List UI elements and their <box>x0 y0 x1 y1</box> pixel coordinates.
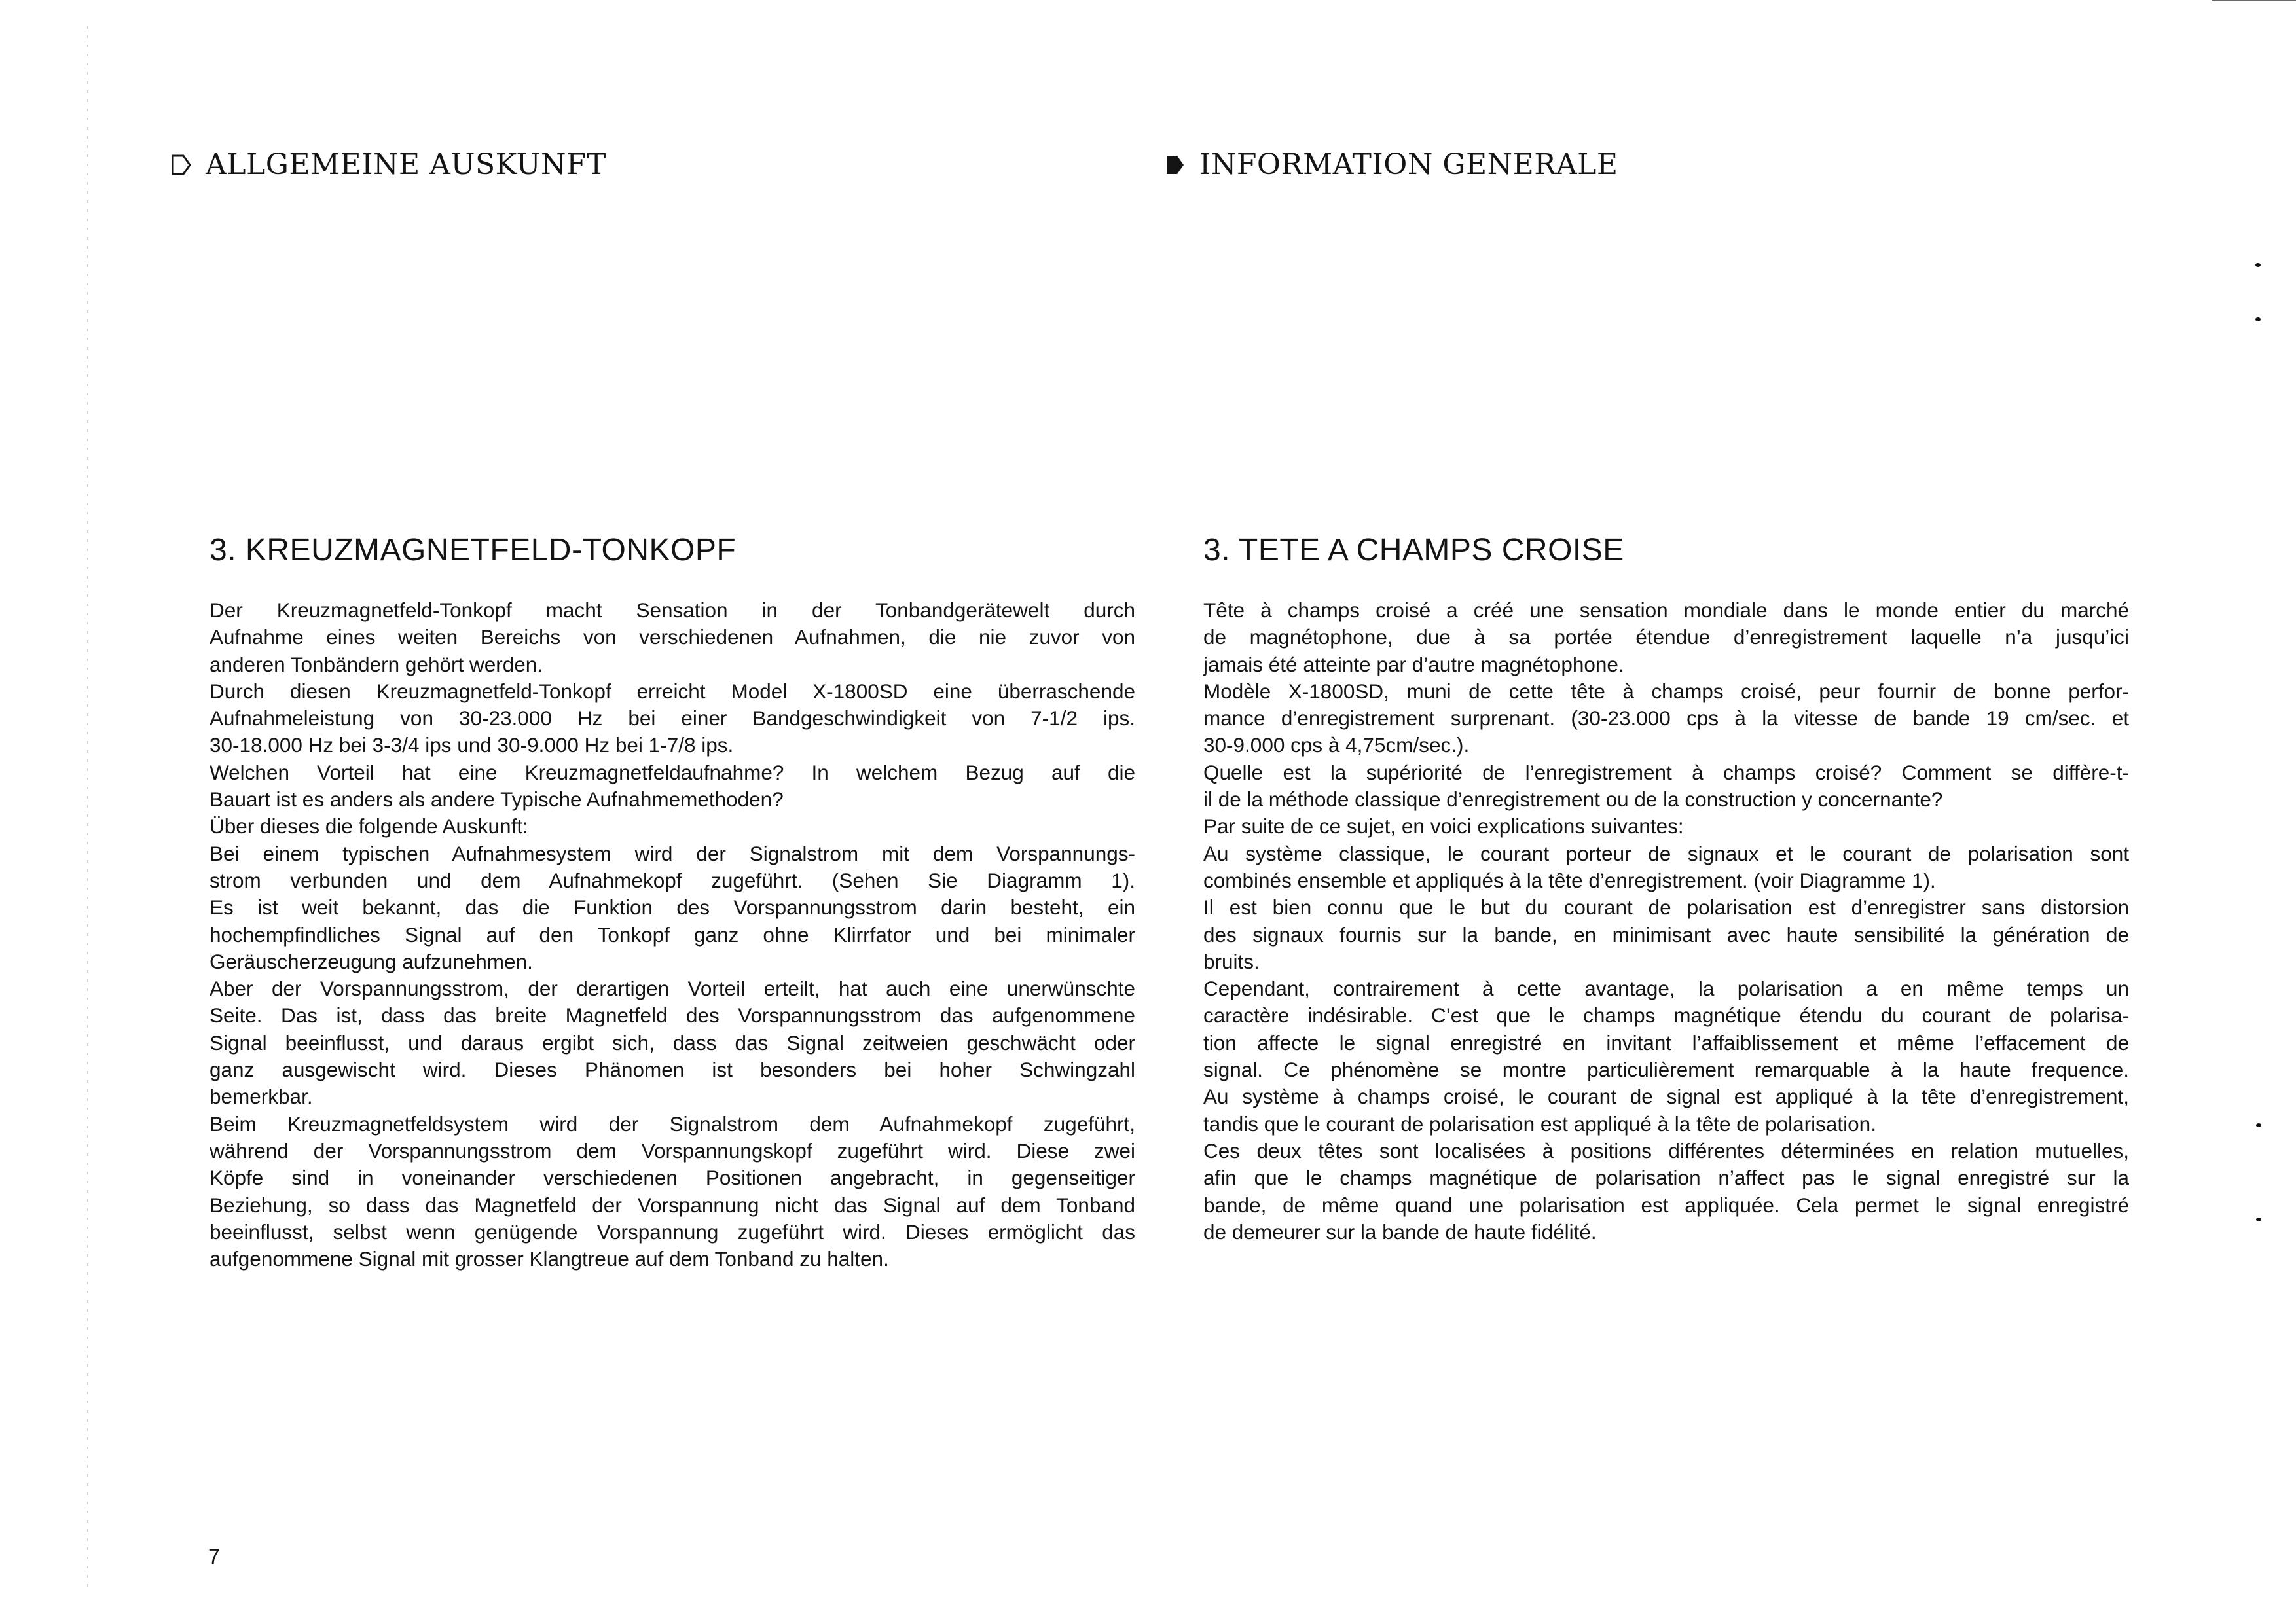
text-line: combinés ensemble et appliqués à la tête d’enregistrement. (voir Diagramme 1). <box>1203 868 1936 892</box>
text-line: Quelle est la supériorité de l’enregistrement à champs croisé? Comment se diffère-t- <box>1203 760 2129 784</box>
text-line: Es ist weit bekannt, das die Funktion des Vorspannungsstrom darin besteht, ein <box>210 895 1135 920</box>
text-line: Signal beeinflusst, und daraus ergibt sich, dass das Signal zeitweien geschwächt oder <box>210 1030 1135 1055</box>
text-line: Geräuscherzeugung aufzunehmen. <box>210 949 533 973</box>
text-line: Tête à champs croisé a créé une sensation mondiale dans le monde entier du marché <box>1203 598 2129 622</box>
text-line: 30-9.000 cps à 4,75cm/sec.). <box>1203 733 1470 757</box>
scan-speck <box>2256 1218 2261 1221</box>
text-line: anderen Tonbändern gehört werden. <box>210 652 543 676</box>
text-line: Au système à champs croisé, le courant de signal est appliqué à la tête d’enregistrement, <box>1203 1085 2129 1109</box>
text-line: Aufnahme eines weiten Bereichs von verschiedenen Aufnahmen, die nie zuvor von <box>210 625 1135 649</box>
text-line: bemerkbar. <box>210 1085 313 1109</box>
page-number: 7 <box>208 1545 220 1568</box>
text-line: Der Kreuzmagnetfeld-Tonkopf macht Sensation in der Tonbandgerätewelt durch <box>210 598 1135 622</box>
text-line: mance d’enregistrement surprenant. (30-23.000 cps à la vitesse de bande 19 cm/sec. et <box>1203 706 2129 731</box>
text-line: Durch diesen Kreuzmagnetfeld-Tonkopf erreicht Model X-1800SD eine überraschende <box>210 679 1135 703</box>
section-header-german <box>172 148 606 181</box>
text-line: Bauart ist es anders als andere Typische Aufnahmemethoden? <box>210 787 784 812</box>
text-line: signal. Ce phénomène se montre particulièrement remarquable à la haute frequence. <box>1203 1058 2129 1082</box>
text-line: Par suite de ce sujet, en voici explications suivantes: <box>1203 814 1684 839</box>
body-text-german <box>210 597 1135 1272</box>
scan-top-edge <box>2212 0 2296 1</box>
text-line: Modèle X-1800SD, muni de cette tête à champs croisé, peur fournir de bonne perfor- <box>1203 679 2129 703</box>
text-line: de demeurer sur la bande de haute fidélité. <box>1203 1219 1597 1244</box>
text-line: Beziehung, so dass das Magnetfeld der Vorspannung nicht das Signal auf dem Tonband <box>210 1193 1135 1217</box>
text-line: beeinflusst, selbst wenn genügende Vorspannung zugeführt wird. Dieses ermöglicht das <box>210 1219 1135 1244</box>
text-line: des signaux fournis sur la bande, en minimisant avec haute sensibilité la génération de <box>1203 922 2129 947</box>
text-line: afin que le champs magnétique de polarisation n’affect pas le signal enregistré sur la <box>1203 1166 2129 1190</box>
text-line: Aber der Vorspannungsstrom, der derartigen Vorteil erteilt, hat auch eine unerwünschte <box>210 977 1135 1001</box>
german-column <box>210 532 1135 1272</box>
text-line: Über dieses die folgende Auskunft: <box>210 814 528 839</box>
text-line: caractère indésirable. C’est que le champs magnétique étendu du courant de polarisa- <box>1203 1003 2129 1028</box>
section-header-text: INFORMATION GENERALE <box>1199 148 1618 181</box>
text-line: Aufnahmeleistung von 30-23.000 Hz bei einer Bandgeschwindigkeit von 7-1/2 ips. <box>210 706 1135 731</box>
text-line: Au système classique, le courant porteur de signaux et le courant de polarisation sont <box>1203 841 2129 865</box>
text-line: hochempfindliches Signal auf den Tonkopf ganz ohne Klirrfator und bei minimaler <box>210 922 1135 947</box>
text-line: Seite. Das ist, dass das breite Magnetfeld des Vorspannungsstrom das aufgenommene <box>210 1003 1135 1028</box>
outline-pentagon-arrow-icon <box>172 154 191 176</box>
text-line: ganz ausgewischt wird. Dieses Phänomen ist besonders bei hoher Schwingzahl <box>210 1058 1135 1082</box>
filled-pentagon-arrow-icon <box>1165 154 1185 176</box>
text-line: Welchen Vorteil hat eine Kreuzmagnetfeldaufnahme? In welchem Bezug auf die <box>210 760 1135 784</box>
text-line: Bei einem typischen Aufnahmesystem wird der Signalstrom mit dem Vorspannungs- <box>210 841 1135 865</box>
text-line: de magnétophone, due à sa portée étendue d’enregistrement laquelle n’a jusqu’ici <box>1203 625 2129 649</box>
text-line: bruits. <box>1203 949 1260 973</box>
text-line: Cependant, contrairement à cette avantage, la polarisation a en même temps un <box>1203 977 2129 1001</box>
text-line: il de la méthode classique d’enregistrement ou de la construction y concernante? <box>1203 787 1943 812</box>
scan-speck <box>2255 263 2261 267</box>
french-column <box>1203 532 2129 1246</box>
text-line: strom verbunden und dem Aufnahmekopf zugeführt. (Sehen Sie Diagramm 1). <box>210 868 1135 892</box>
section-header-text: ALLGEMEINE AUSKUNFT <box>206 148 606 181</box>
text-line: Il est bien connu que le but du courant de polarisation est d’enregistrer sans distorsion <box>1203 895 2129 920</box>
body-text-french <box>1203 597 2129 1246</box>
section-header-french <box>1165 148 1618 181</box>
text-line: Beim Kreuzmagnetfeldsystem wird der Signalstrom dem Aufnahmekopf zugeführt, <box>210 1111 1135 1136</box>
text-line: während der Vorspannungsstrom dem Vorspannungskopf zugeführt wird. Diese zwei <box>210 1138 1135 1163</box>
text-line: tandis que le courant de polarisation est appliqué à la tête de polarisation. <box>1203 1111 1876 1136</box>
text-line: aufgenommene Signal mit grosser Klangtreue auf dem Tonband zu halten. <box>210 1247 889 1271</box>
text-line: jamais été atteinte par d’autre magnétophone. <box>1203 652 1624 676</box>
text-line: Ces deux têtes sont localisées à positions différentes déterminées en relation mutuelles, <box>1203 1138 2129 1163</box>
text-line: tion affecte le signal enregistré en invitant l’affaiblissement et même l’effacement de <box>1203 1030 2129 1055</box>
text-line: Köpfe sind in voneinander verschiedenen Positionen angebracht, in gegenseitiger <box>210 1166 1135 1190</box>
scan-binding-edge <box>87 26 88 1591</box>
section-title-german: 3. KREUZMAGNETFELD-TONKOPF <box>210 533 737 568</box>
text-line: bande, de même quand une polarisation est appliquée. Cela permet le signal enregistré <box>1203 1193 2129 1217</box>
section-title-french: 3. TETE A CHAMPS CROISE <box>1203 533 1624 568</box>
scan-speck <box>2255 317 2261 321</box>
text-line: 30-18.000 Hz bei 3-3/4 ips und 30-9.000 Hz bei 1-7/8 ips. <box>210 733 734 757</box>
scan-speck <box>2256 1123 2261 1127</box>
